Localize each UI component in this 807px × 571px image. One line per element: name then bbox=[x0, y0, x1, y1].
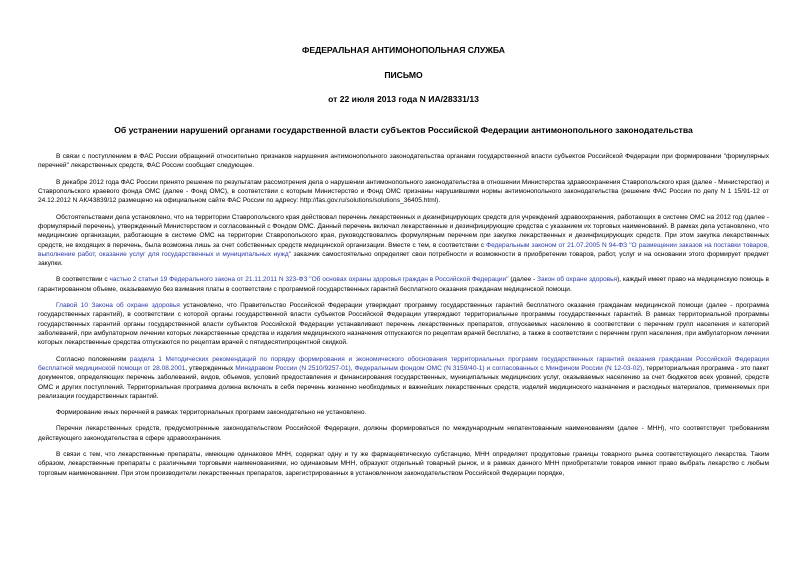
paragraph-6 bbox=[38, 355, 769, 402]
document-type: ПИСЬМО bbox=[384, 70, 423, 80]
paragraph-6-text-a: Согласно положениям bbox=[56, 355, 130, 363]
paragraph-4-text-c: ), каждый имеет право на медицинскую помощь в гарантированном объеме, оказываемую без взимания платы в соответствии с программой государственных гарантий бесплатного оказания гражданам медицинской помощи. bbox=[38, 276, 769, 293]
paragraph-4-text-a: В соответствии с bbox=[56, 276, 110, 284]
paragraph-3 bbox=[38, 213, 769, 269]
paragraph-2: В декабре 2012 года ФАС России принято решение по результатам рассмотрения дела о нарушении антимонопольного законодательства в отношении Министерства здравоохранения Ставропольского края (далее - Министерство) и Ставропольского краевого фонда ОМС (далее - Фонд ОМС), в соответствии с которым Министерство и Фонд ОМС признаны нарушившими нормы антимонопольного законодательства (решение ФАС России по делу N 1 15/91-12 от 24.12.2012 N АК/43839/12 размещено на официальном сайте ФАС России по адресу: http://fas.gov.ru/solutions/solutions_36405.html). bbox=[38, 178, 769, 205]
paragraph-7: Формирование иных перечней в рамках территориальных программ законодательно не установлено. bbox=[56, 409, 367, 417]
issuing-agency: ФЕДЕРАЛЬНАЯ АНТИМОНОПОЛЬНАЯ СЛУЖБА bbox=[302, 45, 505, 55]
paragraph-4 bbox=[38, 275, 769, 294]
health-law-chapter-10-link[interactable]: Главой 10 Закона об охране здоровья bbox=[56, 302, 180, 310]
paragraph-3-text-a: Обстоятельствами дела установлено, что на территории Ставропольского края действовал перечень лекарственных и дезинфицирующих средств для учреждений здравоохранения, работающих в системе ОМС на 2012 год (далее - формулярный перечень), утвержденный Министерством и согласованный с Фондом ОМС. Данный перечень включал лекарственные и дезинфицирующие средства с указанием их торговых наименований. В рамках дела установлено, что медицинские организации, работающие в системе ОМС на территории Ставропольского края, руководствовались формулярным перечнем при закупке лекарственных и дезинфицирующих средств. При этом закупка лекарственных средств, не входящих в перечень, была возможна лишь за счет собственных средств медицинской организации. Вместе с тем, в соответствии с bbox=[38, 213, 769, 249]
methodical-recommendations-link[interactable]: раздела 1 Методических рекомендаций по порядку формирования и экономического обоснования территориальных программ государственных гарантий оказания гражданам Российской Федерации бесплатной медицинской помощи от 28.08.2001 bbox=[38, 355, 770, 372]
paragraph-4-text-b: (далее - bbox=[508, 276, 537, 284]
letter-body bbox=[38, 152, 769, 485]
document-subject: Об устранении нарушений органами государственной власти субъектов Российской Федерации антимонопольного законодательства bbox=[114, 125, 693, 135]
ministries-approval-link[interactable]: Минздравом России (N 2510/9257-01), Федеральным фондом ОМС (N 3159/40-1) и согласованных с Минфином России (N 12-03-02) bbox=[235, 364, 643, 372]
law-323-fz-article-19-link[interactable]: частью 2 статьи 19 Федерального закона от 21.11.2011 N 323-ФЗ "Об основах охраны здоровья граждан в Российской Федерации" bbox=[109, 276, 509, 284]
paragraph-9: В связи с тем, что лекарственные препараты, имеющие одинаковое МНН, содержат одну и ту же фармацевтическую субстанцию, МНН определяет продуктовые границы товарного рынка соответствующего лекарства. Таким образом, лекарственные препараты с различными торговыми наименованиями, но одинаковым МНН, образуют отдельный товарный рынок, и в рамках данного МНН приобретатели товаров имеют право выбрать лекарство с любым торговым наименованием. При этом производители лекарственных препаратов, зарегистрированных в установленном законодательством Российской Федерации порядке, bbox=[38, 451, 769, 477]
paragraph-3-text-b: заказчик самостоятельно определяет свои потребности и возможности в приобретении товаров, работ, услуг и на основании этого формирует предмет закупки. bbox=[38, 250, 769, 268]
law-94-fz-link[interactable]: Федеральным законом от 21.07.2005 N 94-ФЗ "О размещении заказов на поставки товаров, выполнение работ, оказание услуг для государственных и муниципальных нужд" bbox=[38, 241, 769, 258]
paragraph-6-text-c: , территориальная программа - это пакет документов, определяющих перечень заболеваний, видов, объемов, условий предоставления и финансирования государственных, муниципальных медицинских услуг, оказываемых населению за счет бюджетов всех уровней, средств ОМС и других поступлений. Территориальная программа должна включать в себя перечень жизненно необходимых и важнейших лекарственных средств, изделий медицинского назначения и расходных материалов, применяемых при реализации государственных гарантий. bbox=[38, 364, 769, 401]
paragraph-1: В связи с поступлением в ФАС России обращений относительно признаков нарушения антимонопольного законодательства органами государственной власти субъектов Российской Федерации при формировании "формулярных перечней" лекарственных средств, ФАС России сообщает следующее. bbox=[38, 153, 769, 170]
paragraph-6-text-b: , утвержденных bbox=[185, 364, 236, 372]
paragraph-8: Перечни лекарственных средств, предусмотренные законодательством Российской Федерации, должны формироваться по международным непатентованным наименованиям (далее - МНН), что соответствует требованиям действующего законодательства в сфере здравоохранения. bbox=[38, 425, 769, 442]
document-date-number: от 22 июля 2013 года N ИА/28331/13 bbox=[328, 94, 479, 104]
paragraph-5 bbox=[38, 301, 769, 348]
health-law-link[interactable]: Закон об охране здоровья bbox=[536, 276, 618, 284]
paragraph-5-text: установлено, что Правительство Российской Федерации утверждает программу государственных гарантий бесплатного оказания гражданам медицинской помощи (далее - программа государственных гарантий), в соответствии с которой органы государственной власти субъектов Российской Федерации утверждают территориальные программы государственных гарантий. В рамках территориальной программы государственных гарантий органы государственной власти субъектов Российской Федерации устанавливают перечень лекарственных препаратов, отпускаемых населению в соответствии с перечнем групп населения и категорий заболеваний, при амбулаторном лечении которых лекарственные средства и изделия медицинского назначения отпускаются по рецептам врачей бесплатно, а также в соответствии с перечнем групп населения, при амбулаторном лечении которых лекарственные средства отпускаются по рецептам врачей с пятидесятипроцентной скидкой. bbox=[38, 302, 769, 347]
